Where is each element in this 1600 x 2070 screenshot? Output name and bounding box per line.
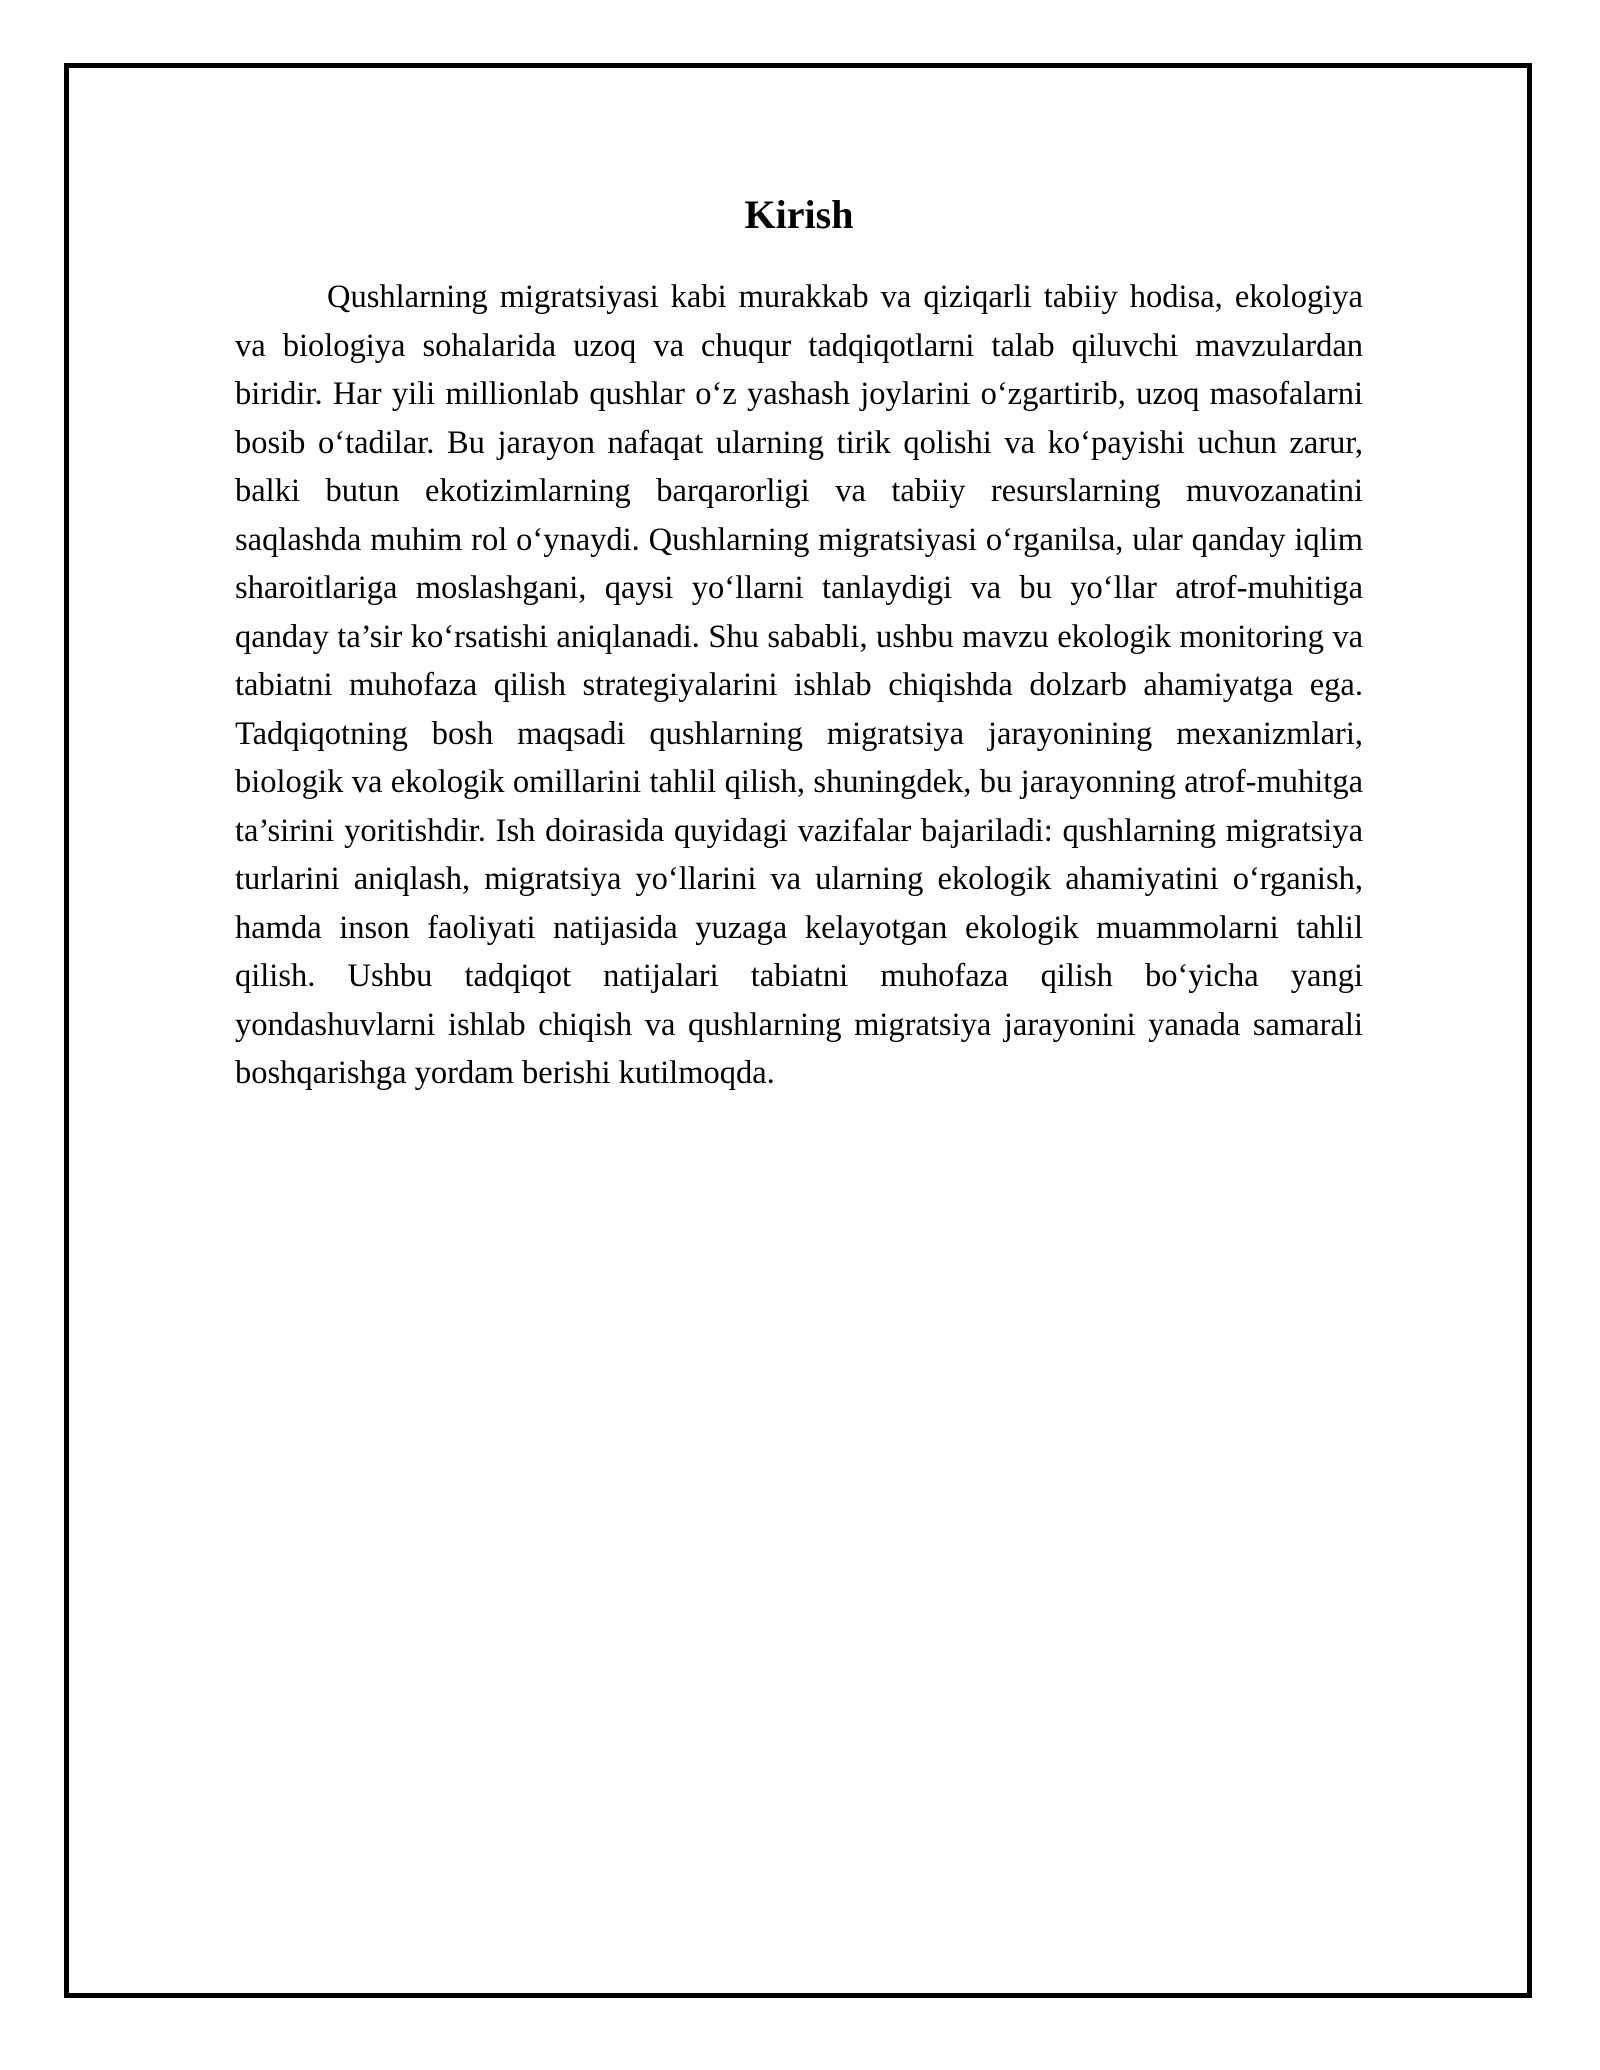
section-title: Kirish [744,192,854,237]
body-paragraph: Qushlarning migratsiyasi kabi murakkab va qiziqarli tabiiy hodisa, ekologiya va biologiya sohalarida uzoq va chuqur tadqiqotlarni talab qiluvchi mavzulardan biridir. Har yili millionlab qushlar o‘z yashash joylarini o‘zgartirib, uzoq masofalarni bosib o‘tadilar. Bu jarayon nafaqat ularning tirik qolishi va ko‘payishi uchun zarur, balki butun ekotizimlarning barqarorligi va tabiiy resurslarning muvozanatini saqlashda muhim rol o‘ynaydi. Qushlarning migratsiyasi o‘rganilsa, ular qanday iqlim sharoitlariga moslashgani, qaysi yo‘llarni tanlaydigi va bu yo‘llar atrof-muhitiga qanday ta’sir ko‘rsatishi aniqlanadi. Shu sababli, ushbu mavzu ekologik monitoring va tabiatni muhofaza qilish strategiyalarini ishlab chiqishda dolzarb ahamiyatga ega. Tadqiqotning bosh maqsadi qushlarning migratsiya jarayonining mexanizmlari, biologik va ekologik omillarini tahlil qilish, shuningdek, bu jarayonning atrof-muhitga ta’sirini yoritishdir. Ish doirasida quyidagi vazifalar bajariladi: qushlarning migratsiya turlarini aniqlash, migratsiya yo‘llarini va ularning ekologik ahamiyatini o‘rganish, hamda inson faoliyati natijasida yuzaga kelayotgan ekologik muammolarni tahlil qilish. Ushbu tadqiqot natijalari tabiatni muhofaza qilish bo‘yicha yangi yondashuvlarni ishlab chiqish va qushlarning migratsiya jarayonini yanada samarali boshqarishga yordam berishi kutilmoqda. [235,279,1363,1091]
document-content [235,185,1363,1098]
